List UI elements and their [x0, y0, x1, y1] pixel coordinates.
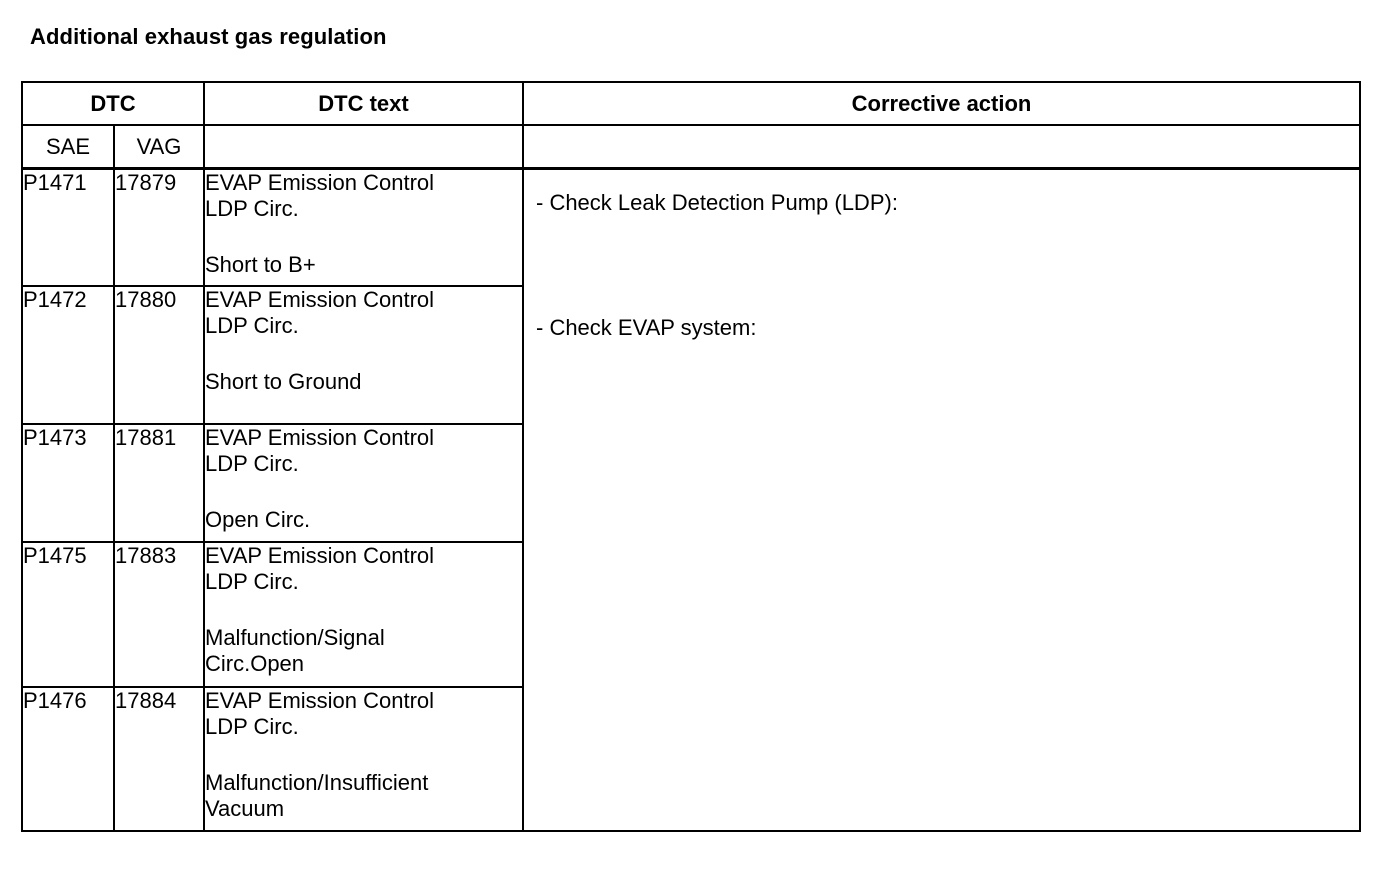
dtc-text-line: LDP Circ. — [205, 313, 299, 338]
vag-code: 17883 — [114, 542, 204, 687]
sae-code: P1473 — [22, 424, 114, 542]
subheader-row — [22, 125, 1360, 169]
vag-code: 17881 — [114, 424, 204, 542]
dtc-text-line: Vacuum — [205, 796, 285, 821]
dtc-text — [204, 424, 523, 542]
dtc-text-line: EVAP Emission Control — [205, 287, 435, 312]
dtc-text — [204, 687, 523, 831]
subheader-vag: VAG — [114, 125, 204, 169]
dtc-text-line: LDP Circ. — [205, 569, 299, 594]
dtc-text-line: Short to Ground — [205, 369, 362, 394]
dtc-text-line: EVAP Emission Control — [205, 425, 435, 450]
corrective-action-ldp: - Check Leak Detection Pump (LDP): — [536, 190, 898, 215]
vag-code: 17879 — [114, 169, 204, 287]
sae-code: P1476 — [22, 687, 114, 831]
sae-code: P1472 — [22, 286, 114, 424]
dtc-text-line: LDP Circ. — [205, 196, 299, 221]
corrective-action-evap: - Check EVAP system: — [536, 315, 757, 340]
table-row — [22, 169, 1360, 287]
header-corrective-action: Corrective action — [523, 82, 1360, 125]
header-dtc-text: DTC text — [204, 82, 523, 125]
dtc-text-line: LDP Circ. — [205, 714, 299, 739]
dtc-text — [204, 169, 523, 287]
dtc-text-line: Malfunction/Insufficient — [205, 770, 429, 795]
dtc-text-line: Malfunction/Signal — [205, 625, 385, 650]
sae-code: P1475 — [22, 542, 114, 687]
dtc-text — [204, 286, 523, 424]
subheader-action-empty — [523, 125, 1360, 169]
subheader-dtc-text-empty — [204, 125, 523, 169]
subheader-sae: SAE — [22, 125, 114, 169]
dtc-text-line: Circ.Open — [205, 651, 305, 676]
dtc-text-line: LDP Circ. — [205, 451, 299, 476]
header-dtc: DTC — [22, 82, 204, 125]
dtc-text-line: EVAP Emission Control — [205, 543, 435, 568]
dtc-text — [204, 542, 523, 687]
dtc-text-line: Short to B+ — [205, 252, 316, 277]
header-row — [22, 82, 1360, 125]
vag-code: 17884 — [114, 687, 204, 831]
dtc-text-line: Open Circ. — [205, 507, 311, 532]
page-title: Additional exhaust gas regulation — [30, 24, 387, 49]
dtc-table — [21, 81, 1361, 832]
dtc-text-line: EVAP Emission Control — [205, 170, 435, 195]
dtc-text-line: EVAP Emission Control — [205, 688, 435, 713]
corrective-action-cell — [523, 169, 1360, 832]
vag-code: 17880 — [114, 286, 204, 424]
sae-code: P1471 — [22, 169, 114, 287]
